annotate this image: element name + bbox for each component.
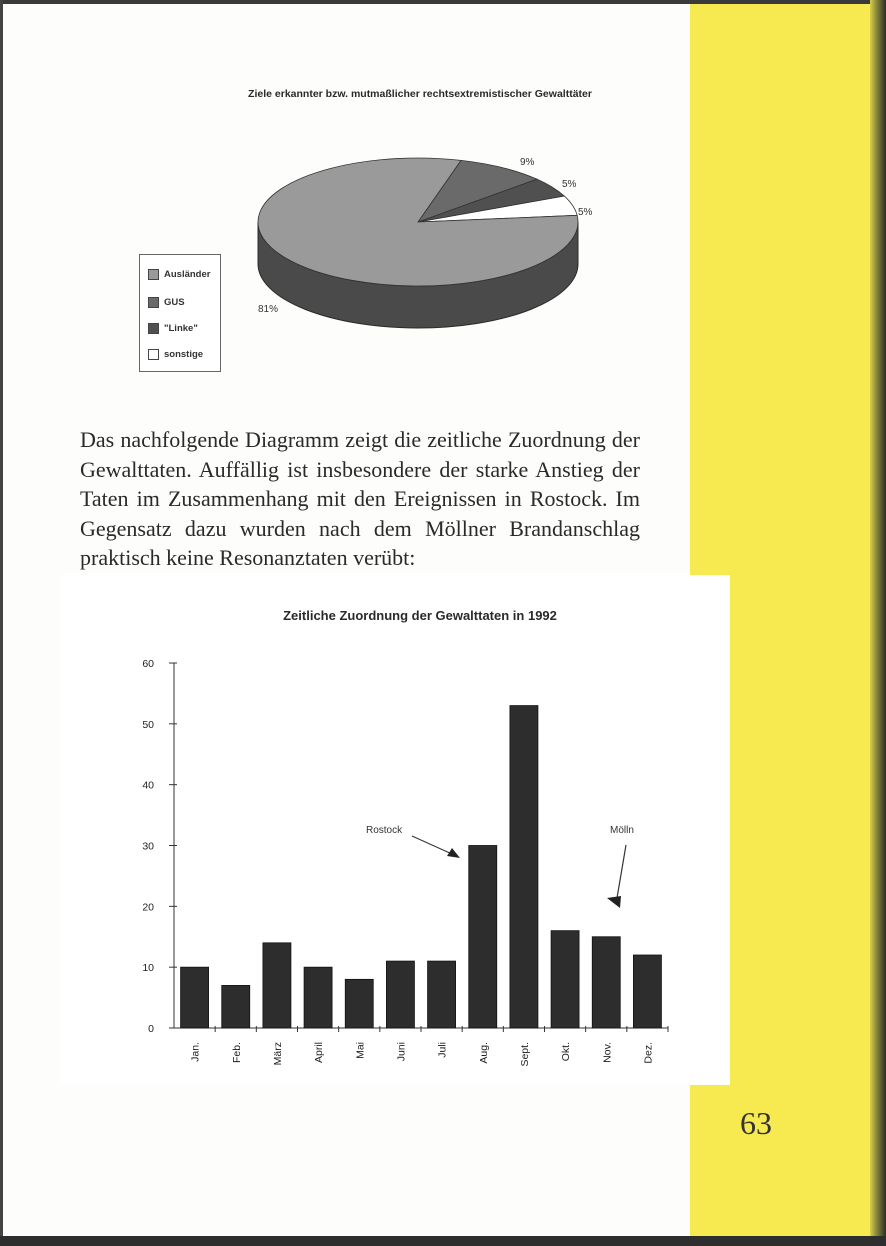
annotation-moelln: Mölln bbox=[610, 825, 634, 836]
x-tick-label: März bbox=[271, 1042, 284, 1066]
bar-aug bbox=[469, 846, 497, 1029]
x-tick-label: Jan. bbox=[189, 1042, 202, 1062]
x-tick-label: Aug. bbox=[477, 1042, 490, 1064]
x-tick-label: April bbox=[313, 1042, 326, 1064]
pie-percentage-label: 9% bbox=[520, 157, 535, 168]
bar-nov bbox=[592, 937, 620, 1028]
x-tick-label: Nov. bbox=[601, 1042, 614, 1063]
y-tick-label: 10 bbox=[142, 962, 154, 975]
bar-chart-title: Zeitliche Zuordnung der Gewalttaten in 1992 bbox=[283, 608, 557, 623]
bar-april bbox=[304, 967, 332, 1028]
bar-juni bbox=[386, 961, 414, 1028]
body-paragraph: Das nachfolgende Diagramm zeigt die zeitliche Zuordnung der Gewalttaten. Auffällig ist insbesondere der starke Anstieg der Taten im Zusammenhang mit den Ereignissen in Rostock. Im Gegensatz dazu wurden nach dem Möllner Brandanschlag praktisch keine Resonanztaten verübt: bbox=[80, 427, 640, 570]
y-tick-label: 50 bbox=[142, 718, 154, 731]
y-tick-label: 20 bbox=[142, 901, 154, 914]
bar-jan bbox=[181, 967, 209, 1028]
legend-label: GUS bbox=[164, 296, 185, 308]
rostock-arrow-head bbox=[447, 848, 460, 858]
x-tick-label: Feb. bbox=[230, 1042, 243, 1064]
x-tick-label: Sept. bbox=[518, 1042, 531, 1067]
bar-dez bbox=[633, 955, 661, 1028]
x-tick-label: Dez. bbox=[642, 1042, 655, 1064]
bar-sept bbox=[510, 706, 538, 1028]
x-tick-label: Okt. bbox=[560, 1042, 573, 1062]
legend-label: Ausländer bbox=[164, 268, 211, 280]
bar-juli bbox=[428, 961, 456, 1028]
page-number: 63 bbox=[740, 1105, 772, 1141]
bar-okt bbox=[551, 931, 579, 1028]
bar-feb bbox=[222, 985, 250, 1028]
y-tick-label: 40 bbox=[142, 779, 154, 792]
annotation-rostock: Rostock bbox=[366, 825, 403, 836]
bar-mai bbox=[345, 979, 373, 1028]
pie-percentage-label: 81% bbox=[258, 304, 279, 315]
rostock-arrow-line bbox=[412, 836, 452, 854]
legend-label: sonstige bbox=[164, 348, 204, 360]
moelln-arrow-line bbox=[617, 845, 626, 898]
pie-chart-title: Ziele erkannter bzw. mutmaßlicher rechtsextremistischer Gewalttäter bbox=[248, 88, 592, 100]
pie-percentage-label: 5% bbox=[562, 179, 577, 190]
y-tick-label: 0 bbox=[148, 1023, 154, 1035]
bar-märz bbox=[263, 943, 291, 1028]
moelln-arrow-head bbox=[607, 896, 621, 908]
x-tick-label: Mai bbox=[354, 1042, 367, 1059]
legend-label: "Linke" bbox=[164, 322, 198, 334]
x-tick-label: Juni bbox=[395, 1042, 408, 1062]
y-tick-label: 60 bbox=[142, 658, 154, 670]
y-tick-label: 30 bbox=[142, 840, 154, 853]
x-tick-label: Juli bbox=[436, 1042, 449, 1058]
pie-percentage-label: 5% bbox=[578, 207, 593, 218]
